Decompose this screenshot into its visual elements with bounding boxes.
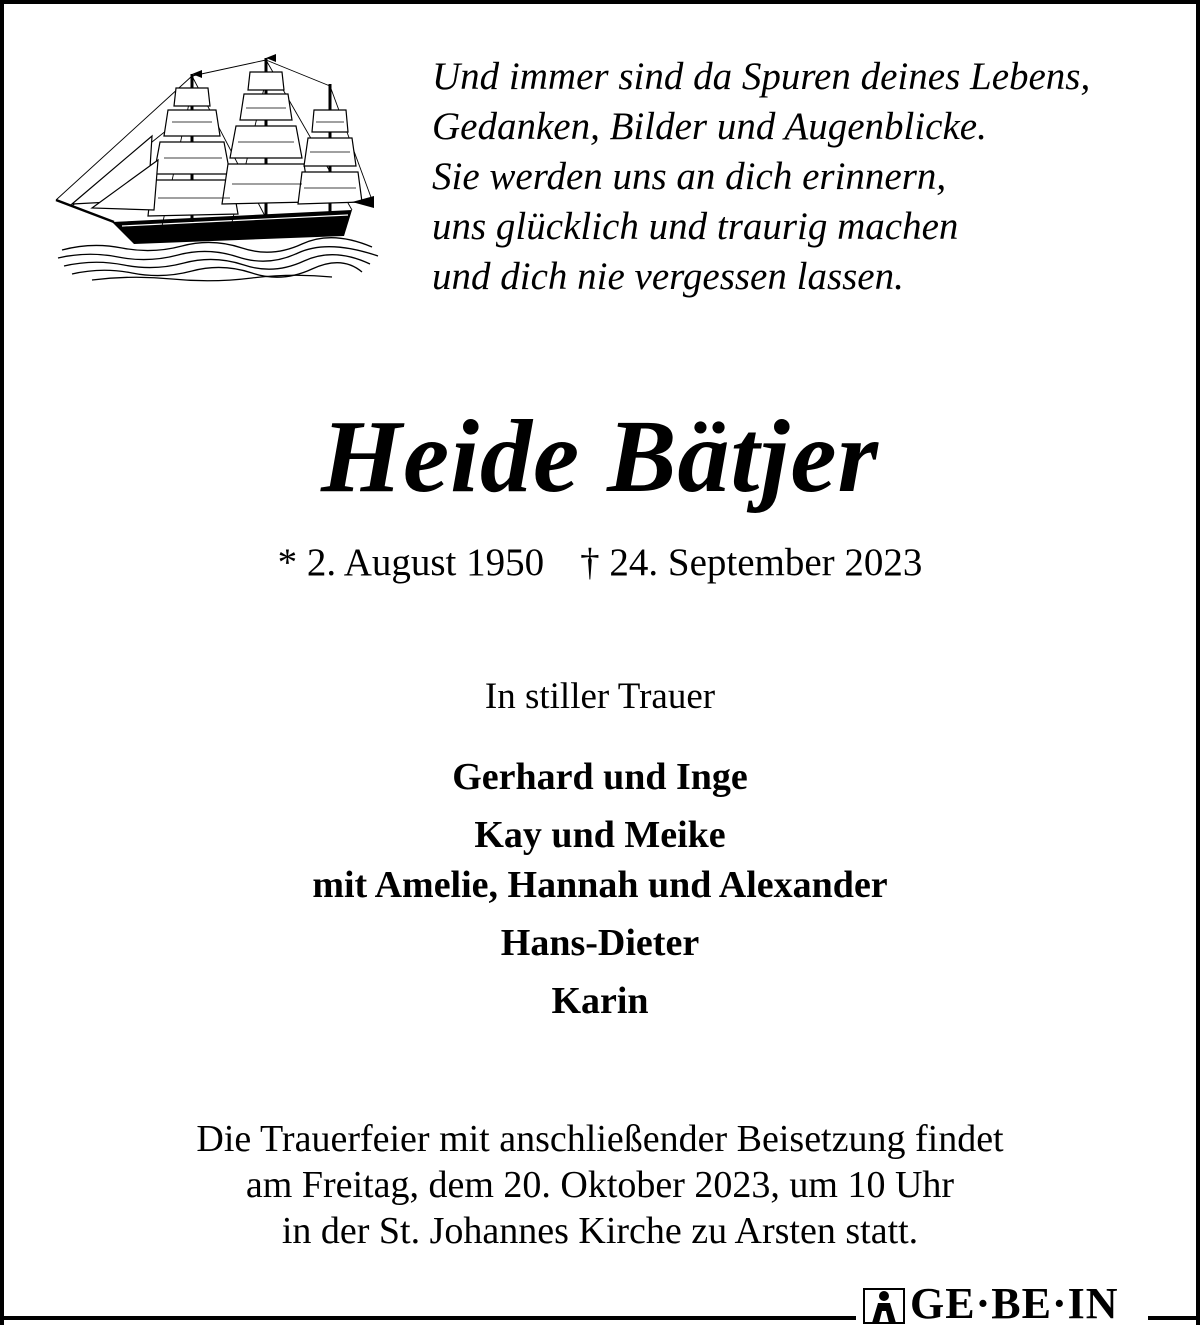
mourner-name: mit Amelie, Hannah und Alexander [312, 864, 888, 906]
logo-text: GE·BE·IN [910, 1279, 1119, 1328]
poem-line: Gedanken, Bilder und Augenblicke. [432, 105, 987, 148]
bottom-rule [1148, 1316, 1200, 1320]
poem-line: uns glücklich und traurig machen [432, 205, 959, 248]
service-line: in der St. Johannes Kirche zu Arsten statt. [281, 1210, 919, 1252]
figure-logo-icon [862, 1285, 906, 1325]
death-date: † 24. September 2023 [580, 541, 923, 584]
poem-line: Sie werden uns an dich erinnern, [432, 155, 947, 198]
mourner-name: Hans-Dieter [500, 922, 700, 964]
poem-line: und dich nie vergessen lassen. [432, 255, 904, 298]
bottom-rule [0, 1316, 856, 1320]
deceased-name: Heide Bätjer [321, 399, 879, 514]
publisher-logo [862, 1279, 1119, 1328]
poem-line: Und immer sind da Spuren deines Lebens, [432, 55, 1091, 98]
mourner-name: Gerhard und Inge [452, 756, 748, 798]
service-line: am Freitag, dem 20. Oktober 2023, um 10 Uhr [245, 1164, 955, 1206]
mourners-list [0, 752, 1200, 1026]
life-dates [0, 538, 1200, 588]
funeral-service-info [0, 1116, 1200, 1254]
mourner-name: Kay und Meike [474, 814, 726, 856]
birth-date: * 2. August 1950 [277, 541, 545, 584]
sailing-ship-illustration [52, 50, 387, 282]
service-line: Die Trauerfeier mit anschließender Beisetzung findet [196, 1118, 1004, 1160]
mourner-name: Karin [551, 980, 649, 1022]
mourning-intro: In stiller Trauer [484, 676, 716, 717]
memorial-poem [432, 52, 1172, 302]
